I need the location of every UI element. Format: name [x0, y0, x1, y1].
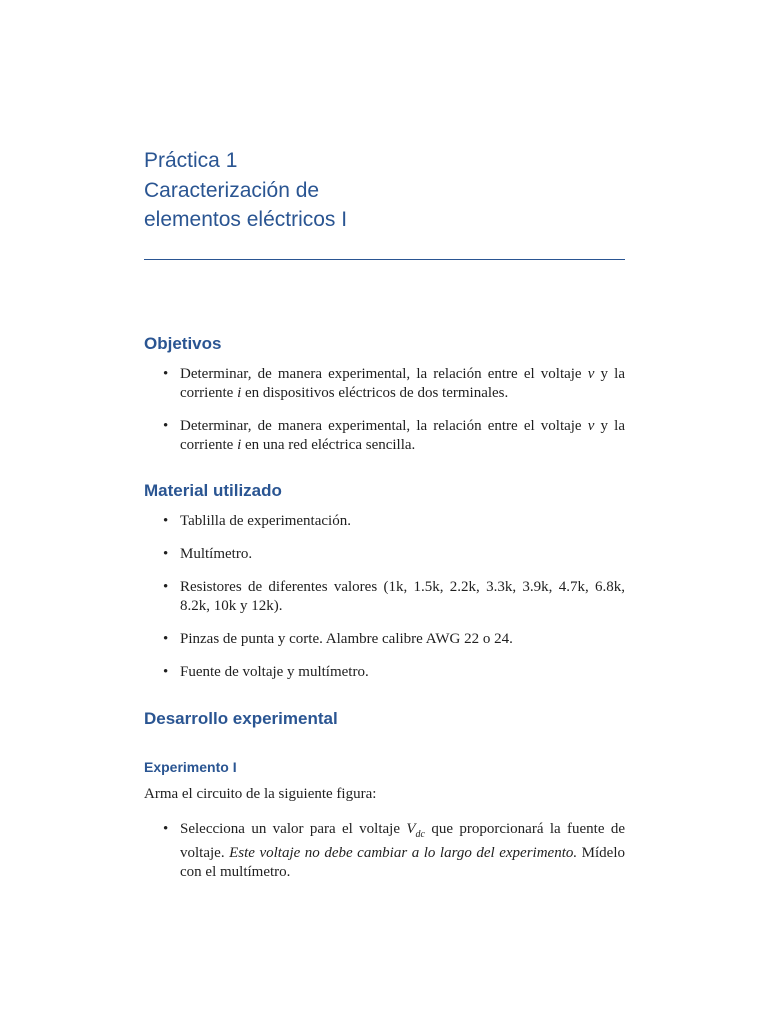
- material-item-text: Resistores de diferentes valores (1k, 1.5k, 2.2k, 3.3k, 3.9k, 4.7k, 6.8k, 8.2k, 10k y 12k).: [180, 579, 625, 614]
- objetivo-text: y la corriente: [180, 418, 625, 453]
- instruction-text: Selecciona un valor para el voltaje: [180, 821, 407, 837]
- experimento-intro: Arma el circuito de la siguiente figura:: [144, 786, 377, 802]
- bullet-icon: •: [163, 546, 169, 562]
- chapter-title-line3: elementos eléctricos I: [144, 208, 348, 231]
- title-divider: [144, 259, 625, 260]
- emphasis-text: Este voltaje no debe cambiar a lo largo del experimento.: [229, 845, 578, 861]
- chapter-title-line2: Caracterización de: [144, 178, 320, 202]
- list-item: [163, 630, 625, 649]
- desarrollo-heading: Desarrollo experimental: [144, 709, 338, 728]
- math-i: i: [237, 437, 242, 453]
- math-vdc: [406, 821, 425, 840]
- objetivo-text: en una red eléctrica sencilla.: [241, 437, 416, 453]
- objetivo-text: en dispositivos eléctricos de dos terminales.: [241, 385, 509, 401]
- bullet-icon: •: [163, 513, 169, 529]
- material-heading: Material utilizado: [144, 481, 282, 500]
- math-var: V: [406, 821, 416, 837]
- math-v: v: [587, 418, 595, 434]
- list-item: [163, 417, 625, 455]
- list-item: [163, 820, 625, 882]
- chapter-title-line1: Práctica 1: [144, 149, 238, 172]
- material-item-text: Pinzas de punta y corte. Alambre calibre AWG 22 o 24.: [180, 631, 513, 647]
- experimento-list: [163, 820, 625, 896]
- bullet-icon: •: [163, 366, 169, 382]
- bullet-icon: •: [163, 631, 169, 647]
- instruction-text: que proporcionará la fuente de voltaje.: [180, 821, 625, 861]
- list-item: [163, 512, 625, 531]
- objetivo-text: Determinar, de manera experimental, la relación entre el voltaje: [180, 418, 588, 434]
- experimento-heading: Experimento I: [144, 759, 237, 775]
- list-item: [163, 663, 625, 682]
- bullet-icon: •: [163, 821, 169, 837]
- material-list: [163, 512, 625, 696]
- list-item: [163, 578, 625, 616]
- material-item-text: Tablilla de experimentación.: [180, 513, 351, 529]
- objetivo-text: y la corriente: [180, 366, 625, 401]
- objetivos-list: [163, 365, 625, 469]
- math-subscript: dc: [415, 829, 425, 840]
- math-i: i: [237, 385, 242, 401]
- objetivo-text: Determinar, de manera experimental, la relación entre el voltaje: [180, 366, 588, 382]
- bullet-icon: •: [163, 418, 169, 434]
- list-item: [163, 545, 625, 564]
- math-v: v: [587, 366, 595, 382]
- material-item-text: Multímetro.: [180, 546, 253, 562]
- instruction-text: Mídelo con el multímetro.: [180, 845, 625, 880]
- material-item-text: Fuente de voltaje y multímetro.: [180, 664, 369, 680]
- list-item: [163, 365, 625, 403]
- chapter-title: [144, 146, 347, 235]
- objetivos-heading: Objetivos: [144, 334, 222, 353]
- bullet-icon: •: [163, 664, 169, 680]
- bullet-icon: •: [163, 579, 169, 595]
